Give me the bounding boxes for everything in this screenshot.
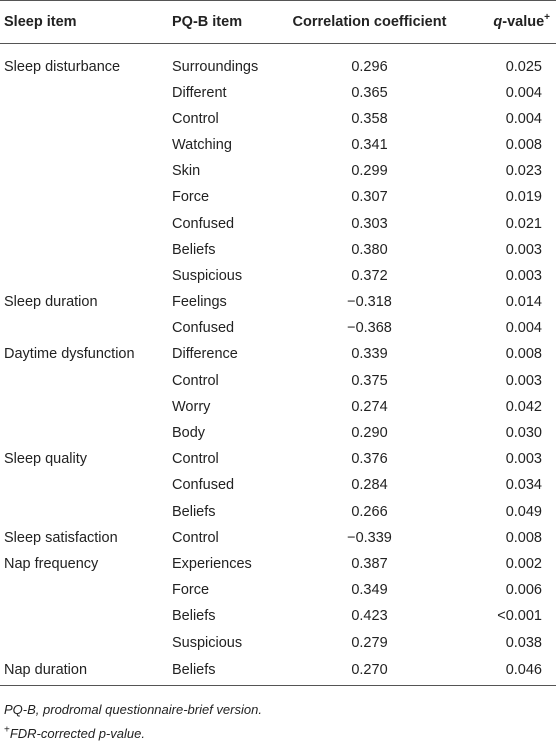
cell-correlation: 0.339 [351, 346, 388, 363]
cell-sleep-item: Sleep satisfaction [4, 529, 118, 546]
cell-q-value: 0.042 [505, 398, 542, 415]
table-row [0, 577, 556, 603]
cell-correlation: 0.299 [351, 163, 388, 180]
cell-correlation: 0.270 [289, 656, 450, 686]
cell-sleep-item [0, 394, 168, 420]
header-pqb-item: PQ-B item [168, 1, 289, 44]
cell-pqb-item: Force [172, 189, 210, 206]
cell-correlation: 0.387 [351, 555, 388, 572]
cell-pqb-item: Surroundings [172, 58, 259, 75]
table-row [0, 44, 556, 80]
cell-sleep-item [0, 603, 168, 629]
cell-sleep-item [0, 106, 168, 132]
cell-pqb-item: Control [172, 451, 219, 468]
cell-correlation: 0.423 [351, 608, 388, 625]
cell-sleep-item [0, 420, 168, 446]
cell-pqb-item: Beliefs [172, 241, 216, 258]
cell-q-value: 0.002 [505, 555, 542, 572]
cell-pqb-item: Beliefs [172, 608, 216, 625]
cell-q-value: 0.003 [505, 372, 542, 389]
cell-q-value: 0.003 [505, 267, 542, 284]
table-header [0, 1, 556, 44]
cell-q-value: 0.038 [505, 634, 542, 651]
table-row [0, 289, 556, 315]
cell-sleep-item [0, 499, 168, 525]
cell-sleep-item: Nap duration [0, 656, 168, 686]
cell-q-value: 0.014 [505, 294, 542, 311]
header-q-sup: + [544, 12, 550, 24]
cell-pqb-item: Experiences [172, 555, 252, 572]
cell-pqb-item: Control [172, 372, 219, 389]
cell-correlation: 0.372 [351, 267, 388, 284]
cell-pqb-item: Different [172, 84, 227, 101]
cell-sleep-item [0, 263, 168, 289]
cell-pqb-item: Feelings [172, 294, 227, 311]
cell-sleep-item [0, 210, 168, 236]
cell-pqb-item: Beliefs [172, 503, 216, 520]
cell-pqb-item: Body [172, 425, 206, 442]
cell-sleep-item [0, 184, 168, 210]
cell-q-value: 0.008 [505, 529, 542, 546]
table-row [0, 472, 556, 498]
table-row [0, 525, 556, 551]
cell-pqb-item: Watching [172, 136, 232, 153]
cell-q-value: 0.008 [505, 136, 542, 153]
header-q-letter: q [493, 14, 503, 30]
cell-q-value: 0.025 [505, 58, 542, 75]
cell-pqb-item: Suspicious [172, 267, 243, 284]
cell-q-value: 0.034 [505, 477, 542, 494]
footnote-fdr-sup: + [4, 724, 10, 736]
cell-sleep-item: Sleep disturbance [4, 58, 121, 75]
cell-sleep-item [0, 80, 168, 106]
table-row [0, 499, 556, 525]
table-row [0, 420, 556, 446]
cell-pqb-item: Confused [172, 477, 235, 494]
cell-correlation: 0.376 [351, 451, 388, 468]
cell-sleep-item [0, 629, 168, 655]
cell-q-value: 0.008 [505, 346, 542, 363]
table-footnotes [4, 698, 262, 746]
table-row [0, 629, 556, 655]
table-row [0, 80, 556, 106]
cell-q-value: 0.023 [505, 163, 542, 180]
table-row [0, 263, 556, 289]
cell-sleep-item [0, 368, 168, 394]
cell-correlation: 0.349 [351, 582, 388, 599]
header-sleep-item: Sleep item [0, 1, 168, 44]
table-row [0, 656, 556, 686]
cell-q-value: 0.006 [505, 582, 542, 599]
header-correlation: Correlation coefficient [289, 1, 450, 44]
cell-pqb-item: Confused [172, 320, 235, 337]
cell-q-value: 0.003 [505, 451, 542, 468]
cell-correlation: −0.368 [347, 320, 392, 337]
table-row [0, 315, 556, 341]
cell-q-value: 0.004 [505, 320, 542, 337]
cell-pqb-item: Force [172, 582, 210, 599]
cell-pqb-item: Difference [172, 346, 238, 363]
table-row [0, 394, 556, 420]
cell-pqb-item: Suspicious [172, 634, 243, 651]
cell-correlation: 0.303 [351, 215, 388, 232]
cell-sleep-item [0, 132, 168, 158]
cell-pqb-item: Control [172, 529, 219, 546]
table-row [0, 132, 556, 158]
cell-pqb-item: Skin [172, 163, 201, 180]
cell-sleep-item [0, 315, 168, 341]
cell-correlation: 0.307 [351, 189, 388, 206]
cell-correlation: 0.375 [351, 372, 388, 389]
cell-correlation: 0.290 [351, 425, 388, 442]
cell-correlation: 0.365 [351, 84, 388, 101]
cell-correlation: −0.318 [347, 294, 392, 311]
cell-q-value: 0.021 [505, 215, 542, 232]
footnote-abbreviation: PQ-B, prodromal questionnaire-brief version. [4, 702, 262, 717]
table-row [0, 106, 556, 132]
cell-correlation: 0.380 [351, 241, 388, 258]
footnote-fdr-text: FDR-corrected p-value. [9, 726, 145, 741]
table-row [0, 158, 556, 184]
cell-sleep-item [0, 472, 168, 498]
cell-q-value: 0.049 [505, 503, 542, 520]
cell-correlation: 0.266 [351, 503, 388, 520]
cell-q-value: 0.019 [505, 189, 542, 206]
cell-correlation: 0.341 [351, 136, 388, 153]
cell-pqb-item: Confused [172, 215, 235, 232]
cell-correlation: 0.358 [351, 110, 388, 127]
cell-q-value: 0.004 [505, 110, 542, 127]
cell-sleep-item: Sleep quality [4, 451, 88, 468]
cell-correlation: −0.339 [347, 529, 392, 546]
header-q-value [450, 1, 556, 44]
cell-q-value: 0.003 [505, 241, 542, 258]
footnote-fdr [4, 722, 262, 746]
cell-q-value: 0.004 [505, 84, 542, 101]
cell-sleep-item [0, 237, 168, 263]
table-row [0, 446, 556, 472]
cell-sleep-item: Daytime dysfunction [4, 346, 135, 363]
cell-sleep-item [0, 158, 168, 184]
cell-pqb-item: Control [172, 110, 219, 127]
table-body [0, 44, 556, 686]
header-row [0, 1, 556, 44]
table-row [0, 341, 556, 367]
cell-q-value: 0.030 [505, 425, 542, 442]
cell-sleep-item [0, 577, 168, 603]
cell-sleep-item: Nap frequency [4, 555, 99, 572]
header-q-rest: -value [502, 14, 545, 30]
cell-q-value: <0.001 [497, 608, 542, 625]
cell-correlation: 0.274 [351, 398, 388, 415]
cell-correlation: 0.284 [351, 477, 388, 494]
cell-correlation: 0.279 [351, 634, 388, 651]
table-row [0, 237, 556, 263]
table-row [0, 184, 556, 210]
table-row [0, 210, 556, 236]
cell-pqb-item: Worry [172, 398, 211, 415]
table-row [0, 368, 556, 394]
cell-sleep-item: Sleep duration [4, 294, 98, 311]
cell-pqb-item: Beliefs [168, 656, 289, 686]
cell-q-value: 0.046 [450, 656, 556, 686]
table-row [0, 551, 556, 577]
cell-correlation: 0.296 [351, 58, 388, 75]
table-row [0, 603, 556, 629]
